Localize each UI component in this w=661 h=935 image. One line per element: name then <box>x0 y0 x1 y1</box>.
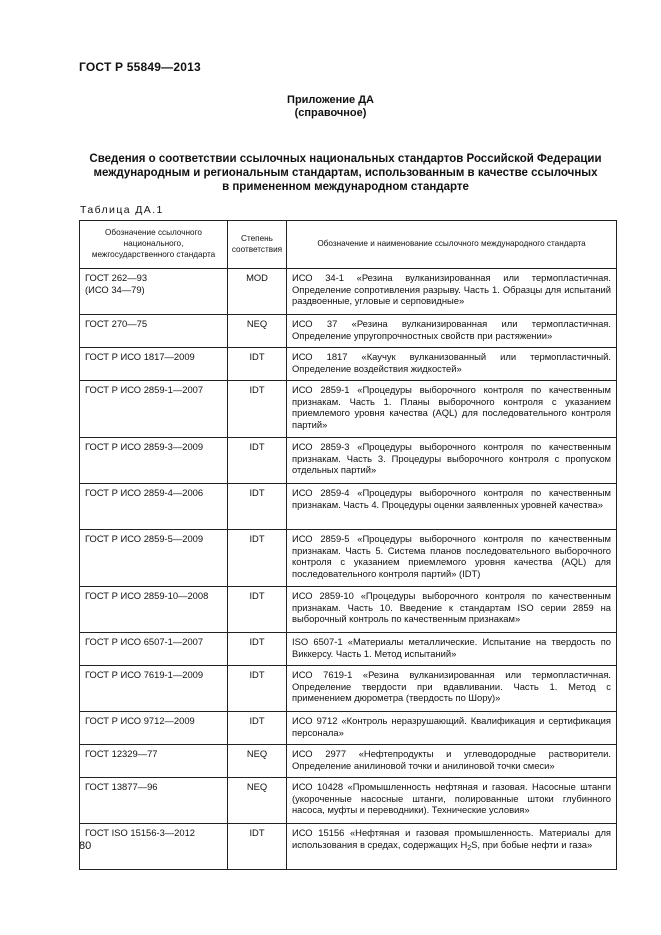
column-header-degree: Степень соответствия <box>228 221 287 269</box>
national-standard-cell: ГОСТ Р ИСО 2859-3—2009 <box>80 438 228 484</box>
degree-cell: IDT <box>228 381 287 438</box>
national-standard-cell: ГОСТ Р ИСО 2859-4—2006 <box>80 484 228 530</box>
degree-cell: IDT <box>228 633 287 666</box>
table-row <box>80 778 617 824</box>
table-row <box>80 315 617 348</box>
table-row <box>80 269 617 315</box>
international-standard-cell: ИСО 9712 «Контроль неразрушающий. Квалификация и сертификация персонала» <box>287 712 617 745</box>
degree-cell: IDT <box>228 530 287 587</box>
appendix-heading <box>0 94 661 120</box>
international-text-part: S, при бобые нефти и газа» <box>471 838 593 850</box>
national-standard-cell: ГОСТ 13877—96 <box>80 778 228 824</box>
section-title <box>80 152 611 194</box>
table-row <box>80 745 617 778</box>
title-line: Сведения о соответствии ссылочных национальных стандартов Российской Федерации <box>89 153 602 165</box>
title-line: международным и региональным стандартам, использованным в качестве ссылочных <box>93 167 598 179</box>
degree-cell: NEQ <box>228 745 287 778</box>
national-standard-cell: ГОСТ 12329—77 <box>80 745 228 778</box>
degree-cell: MOD <box>228 269 287 315</box>
national-standard-cell: ГОСТ 270—75 <box>80 315 228 348</box>
table-row <box>80 530 617 587</box>
appendix-name: Приложение ДА <box>287 94 374 106</box>
national-standard-cell: ГОСТ Р ИСО 2859-10—2008 <box>80 587 228 633</box>
international-standard-cell <box>287 824 617 870</box>
international-standard-cell: ИСО 34-1 «Резина вулканизированная или термопластичная. Определение сопротивления разрыву. Часть 1. Образцы для испытаний раздвоенные, угловые и серповидные» <box>287 269 617 315</box>
degree-cell: IDT <box>228 438 287 484</box>
column-header-national: Обозначение ссылочного национального, межгосударственного стандарта <box>80 221 228 269</box>
degree-cell: IDT <box>228 484 287 530</box>
international-standard-cell: ИСО 2859-4 «Процедуры выборочного контроля по качественным признакам. Часть 4. Процедуры оценки заявленных уровней качества» <box>287 484 617 530</box>
international-standard-cell: ИСО 37 «Резина вулканизированная или термопластичная. Определение упругопрочностных свойств при растяжении» <box>287 315 617 348</box>
degree-cell: IDT <box>228 348 287 381</box>
table-row <box>80 633 617 666</box>
table-row <box>80 348 617 381</box>
international-standard-cell: ИСО 7619-1 «Резина вулканизированная или термопластичная. Определение твердости при вдавливании. Часть 1. Метод с применением дюрометра (твердость по Шору)» <box>287 666 617 712</box>
table-row <box>80 824 617 870</box>
column-header-international: Обозначение и наименование ссылочного международного стандарта <box>287 221 617 269</box>
international-standard-cell: ИСО 2859-5 «Процедуры выборочного контроля по качественным признакам. Часть 5. Система планов последовательного выборочного контроля с указанием приемлемого уровня качества (AQL) для последовательного контроля партий» (IDT) <box>287 530 617 587</box>
table-row <box>80 666 617 712</box>
standards-table <box>79 220 617 870</box>
page-number: 80 <box>79 840 92 852</box>
degree-cell: NEQ <box>228 778 287 824</box>
subscript-text: 2 <box>467 844 472 852</box>
degree-cell: IDT <box>228 587 287 633</box>
international-standard-cell: ИСО 2859-10 «Процедуры выборочного контроля по качественным признакам. Часть 10. Введение к стандартам ISO серии 2859 на выборочный контроль по качественным признакам» <box>287 587 617 633</box>
table-row <box>80 712 617 745</box>
national-standard-cell: ГОСТ Р ИСО 1817—2009 <box>80 348 228 381</box>
national-standard-note: (ИСО 34—79) <box>85 283 145 295</box>
degree-cell: NEQ <box>228 315 287 348</box>
national-standard-cell: ГОСТ Р ИСО 2859-1—2007 <box>80 381 228 438</box>
document-code: ГОСТ Р 55849—2013 <box>79 60 201 74</box>
degree-cell: IDT <box>228 712 287 745</box>
international-text-part: ИСО 15156 «Нефтяная и газовая промышленность. Материалы для использования в средах, содержащих H <box>292 827 611 850</box>
national-standard-cell: ГОСТ ISO 15156-3—2012 <box>80 824 228 870</box>
national-standard: ГОСТ 262—93 <box>85 272 148 283</box>
international-standard-cell: ИСО 2859-1 «Процедуры выборочного контроля по качественным признакам. Часть 1. Планы выборочного контроля с указанием приемлемого уровня качества (AQL) для последовательного контроля партий» <box>287 381 617 438</box>
table-row <box>80 587 617 633</box>
table-label: Таблица ДА.1 <box>80 204 164 216</box>
international-standard-cell: ИСО 10428 «Промышленность нефтяная и газовая. Насосные штанги (укороченные насосные штанги, полированные штоки глубинного насоса, муфты и переводники). Технические условия» <box>287 778 617 824</box>
international-standard-cell: ISO 6507-1 «Материалы металлические. Испытание на твердость по Виккерсу. Часть 1. Метод испытаний» <box>287 633 617 666</box>
appendix-type: (справочное) <box>294 107 367 119</box>
table-row <box>80 438 617 484</box>
table-header-row <box>80 221 617 269</box>
national-standard-cell: ГОСТ Р ИСО 6507-1—2007 <box>80 633 228 666</box>
national-standard-cell: ГОСТ Р ИСО 2859-5—2009 <box>80 530 228 587</box>
degree-cell: IDT <box>228 824 287 870</box>
national-standard-cell: ГОСТ Р ИСО 9712—2009 <box>80 712 228 745</box>
degree-cell: IDT <box>228 666 287 712</box>
title-line: в примененном международном стандарте <box>222 181 469 193</box>
national-standard-cell: ГОСТ Р ИСО 7619-1—2009 <box>80 666 228 712</box>
international-standard-cell: ИСО 2859-3 «Процедуры выборочного контроля по качественным признакам. Часть 3. Процедуры выборочного контроля с пропуском отдельных партий» <box>287 438 617 484</box>
international-standard-cell: ИСО 2977 «Нефтепродукты и углеводородные растворители. Определение анилиновой точки и анилиновой точки смеси» <box>287 745 617 778</box>
table-row <box>80 484 617 530</box>
table-row <box>80 381 617 438</box>
international-standard-cell: ИСО 1817 «Каучук вулканизованный или термопластичный. Определение воздействия жидкостей» <box>287 348 617 381</box>
national-standard-cell <box>80 269 228 315</box>
